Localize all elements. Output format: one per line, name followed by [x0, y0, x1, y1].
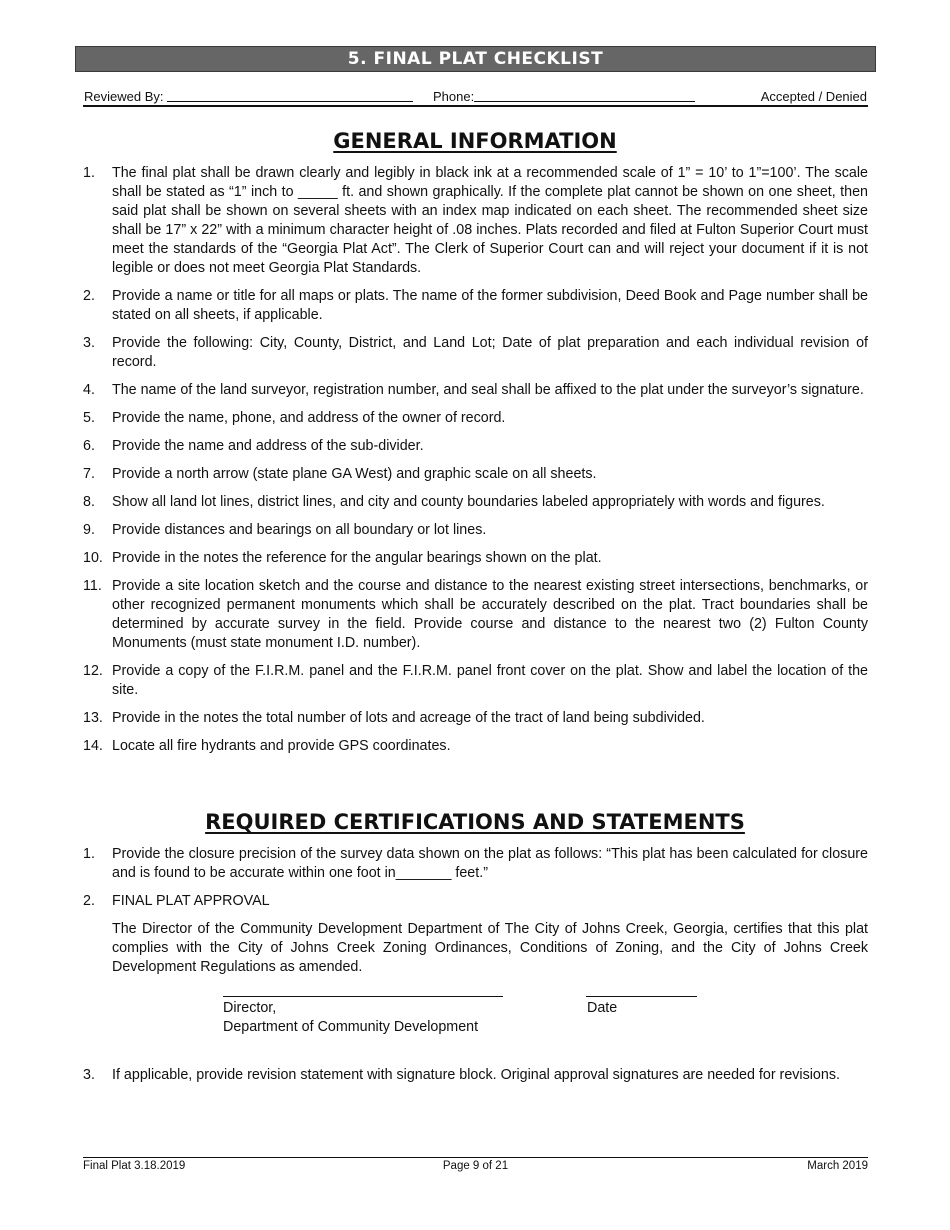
list-item	[83, 164, 868, 278]
item-number: 13.	[83, 710, 103, 726]
footer-page-number: Page 9 of 21	[442, 1160, 509, 1172]
date-signature-line	[586, 996, 697, 997]
item-text: Provide the name and address of the sub-divider.	[112, 438, 424, 454]
item-number: 6.	[83, 438, 95, 454]
phone-field	[433, 89, 695, 104]
item-number: 12.	[83, 663, 103, 679]
phone-label: Phone:	[433, 89, 475, 104]
general-information-list	[83, 164, 868, 765]
list-item	[83, 493, 868, 512]
item-text: The name of the land surveyor, registration number, and seal shall be affixed to the plat under the surveyor’s signature.	[112, 382, 864, 398]
reviewed-by-field	[84, 89, 413, 104]
list-item	[83, 409, 868, 428]
item-number: 9.	[83, 522, 95, 538]
item-number: 4.	[83, 382, 95, 398]
approval-title: FINAL PLAT APPROVAL	[112, 893, 270, 909]
item-number: 3.	[83, 1067, 95, 1083]
list-item	[83, 577, 868, 653]
item-number: 8.	[83, 494, 95, 510]
reviewed-by-label: Reviewed By:	[84, 89, 164, 104]
item-text: Provide the name, phone, and address of the owner of record.	[112, 410, 506, 426]
item-number: 11.	[83, 578, 102, 594]
list-item	[83, 845, 868, 883]
review-row	[83, 89, 868, 107]
list-item	[83, 892, 868, 1044]
reviewed-by-blank	[167, 89, 413, 102]
footer-document-name: Final Plat 3.18.2019	[83, 1160, 186, 1172]
list-item	[83, 334, 868, 372]
list-item	[83, 1066, 868, 1085]
checklist-banner: 5. FINAL PLAT CHECKLIST	[75, 46, 876, 72]
signer-info	[223, 999, 478, 1037]
item-number: 5.	[83, 410, 95, 426]
list-item	[83, 737, 868, 756]
list-item	[83, 381, 868, 400]
item-text: Show all land lot lines, district lines, and city and county boundaries labeled appropriately with words and figures.	[112, 494, 825, 510]
list-item	[83, 287, 868, 325]
item-number: 2.	[83, 893, 95, 909]
item-text: Locate all fire hydrants and provide GPS coordinates.	[112, 738, 451, 754]
certifications-heading: REQUIRED CERTIFICATIONS AND STATEMENTS	[205, 810, 745, 834]
general-information-heading: GENERAL INFORMATION	[333, 129, 617, 153]
page-footer	[83, 1157, 868, 1176]
date-label: Date	[587, 1000, 618, 1016]
item-text: Provide in the notes the total number of lots and acreage of the tract of land being subdivided.	[112, 710, 705, 726]
footer-date: March 2019	[807, 1160, 868, 1172]
item-text: Provide a copy of the F.I.R.M. panel and the F.I.R.M. panel front cover on the plat. Show and label the location of the site.	[112, 663, 868, 698]
certifications-list	[83, 845, 868, 1094]
item-number: 10.	[83, 550, 103, 566]
item-number: 14.	[83, 738, 103, 754]
list-item	[83, 549, 868, 568]
item-text: The final plat shall be drawn clearly and legibly in black ink at a recommended scale of 1” = 10’ to 1”=100’. The scale shall be stated as “1” inch to _____ ft. and shown graphically. If the complete plat cannot be shown on one sheet, then said plat shall be shown on several sheets with an index map indicated on each sheet. The recommended sheet size shall be 17” x 22” with a minimum character height of .08 inches. Plats recorded and filed at Fulton Superior Court must meet the standards of the “Georgia Plat Act”. The Clerk of Superior Court can and will reject your document if it is not legible or does not meet Georgia Plat Standards.	[112, 165, 868, 276]
item-text: Provide a site location sketch and the course and distance to the nearest existing street intersections, benchmarks, or other recognized permanent monuments which shall be accurately described on the plat. Tract boundaries shall be determined by accurate survey in the field. Provide course and distance to the nearest two (2) Fulton County Monuments (must state monument I.D. number).	[112, 578, 868, 651]
list-item	[83, 465, 868, 484]
director-signature-line	[223, 996, 503, 997]
item-text: Provide distances and bearings on all boundary or lot lines.	[112, 522, 487, 538]
item-text: Provide in the notes the reference for the angular bearings shown on the plat.	[112, 550, 602, 566]
approval-statement: The Director of the Community Development Department of The City of Johns Creek, Georgia, certifies that this plat complies with the City of Johns Creek Zoning Ordinances, Conditions of Zoning, and the City of Johns Creek Development Regulations as amended.	[112, 921, 868, 975]
item-text: If applicable, provide revision statement with signature block. Original approval signatures are needed for revisions.	[112, 1067, 840, 1083]
signer-department: Department of Community Development	[223, 1019, 479, 1035]
signer-title: Director,	[223, 1000, 277, 1016]
item-text: Provide the closure precision of the survey data shown on the plat as follows: “This plat has been calculated for closure and is found to be accurate within one foot in_______ feet.”	[112, 846, 868, 881]
item-text: Provide a name or title for all maps or plats. The name of the former subdivision, Deed Book and Page number shall be stated on all sheets, if applicable.	[112, 288, 868, 323]
accepted-denied-label: Accepted / Denied	[760, 89, 867, 104]
list-item	[83, 709, 868, 728]
item-text: Provide the following: City, County, District, and Land Lot; Date of plat preparation and each individual revision of record.	[112, 335, 868, 370]
list-item	[83, 521, 868, 540]
list-item	[83, 437, 868, 456]
item-number: 1.	[83, 846, 95, 862]
item-number: 7.	[83, 466, 95, 482]
phone-blank	[474, 89, 695, 102]
item-number: 3.	[83, 335, 95, 351]
item-number: 1.	[83, 165, 95, 181]
item-text: Provide a north arrow (state plane GA West) and graphic scale on all sheets.	[112, 466, 597, 482]
list-item	[83, 662, 868, 700]
signature-block	[112, 996, 868, 1044]
item-number: 2.	[83, 288, 95, 304]
approval-block	[112, 892, 868, 1044]
